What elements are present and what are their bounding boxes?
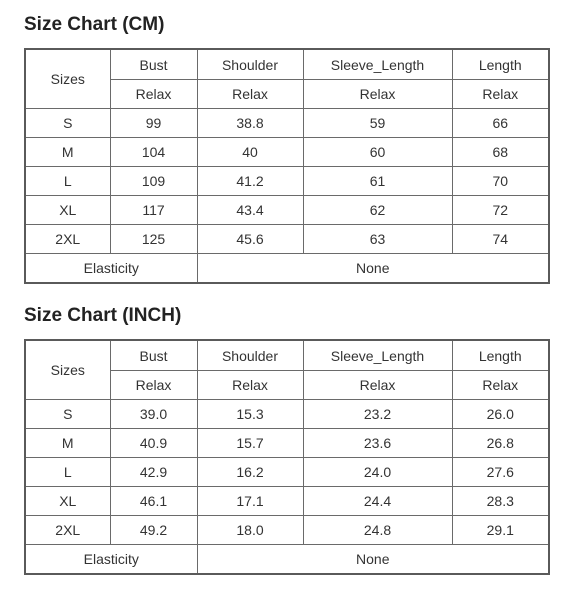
table-cell: 26.0 [452, 400, 549, 429]
table-cell: 66 [452, 109, 549, 138]
column-header-bust: Bust [110, 340, 197, 371]
table-cell: 117 [110, 196, 197, 225]
table-cell: 23.2 [303, 400, 452, 429]
subheader-cell: Relax [303, 80, 452, 109]
table-cell: 43.4 [197, 196, 303, 225]
subheader-cell: Relax [110, 371, 197, 400]
column-header-shoulder: Shoulder [197, 49, 303, 80]
table-cell: 40 [197, 138, 303, 167]
subheader-cell: Relax [303, 371, 452, 400]
table-cell: 45.6 [197, 225, 303, 254]
table-row [25, 109, 549, 138]
table-row [25, 400, 549, 429]
sizes-header: Sizes [25, 49, 110, 109]
table-cell: 24.4 [303, 487, 452, 516]
table-cell: 72 [452, 196, 549, 225]
table-cell: 61 [303, 167, 452, 196]
size-label: L [25, 458, 110, 487]
table-cell: 68 [452, 138, 549, 167]
table-cell: 23.6 [303, 429, 452, 458]
size-label: XL [25, 196, 110, 225]
table-cell: 46.1 [110, 487, 197, 516]
column-header-length: Length [452, 340, 549, 371]
size-label: 2XL [25, 516, 110, 545]
table-header-row [25, 340, 549, 371]
column-header-shoulder: Shoulder [197, 340, 303, 371]
sizes-header: Sizes [25, 340, 110, 400]
size-label: M [25, 138, 110, 167]
table-cell: 18.0 [197, 516, 303, 545]
size-label: XL [25, 487, 110, 516]
elasticity-row [25, 254, 549, 284]
table-cell: 63 [303, 225, 452, 254]
table-row [25, 225, 549, 254]
subheader-cell: Relax [197, 371, 303, 400]
table-cell: 99 [110, 109, 197, 138]
table-cell: 39.0 [110, 400, 197, 429]
elasticity-value: None [197, 254, 549, 284]
elasticity-label: Elasticity [25, 254, 197, 284]
size-label: L [25, 167, 110, 196]
table-cell: 24.0 [303, 458, 452, 487]
table-row [25, 487, 549, 516]
elasticity-value: None [197, 545, 549, 575]
column-header-bust: Bust [110, 49, 197, 80]
table-cell: 41.2 [197, 167, 303, 196]
size-chart-cm-title: Size Chart (CM) [24, 14, 165, 35]
table-cell: 27.6 [452, 458, 549, 487]
table-row [25, 458, 549, 487]
elasticity-label: Elasticity [25, 545, 197, 575]
subheader-cell: Relax [110, 80, 197, 109]
size-chart-inch-title: Size Chart (INCH) [24, 305, 182, 326]
table-header-row [25, 49, 549, 80]
table-cell: 16.2 [197, 458, 303, 487]
size-label: 2XL [25, 225, 110, 254]
table-cell: 49.2 [110, 516, 197, 545]
table-cell: 15.7 [197, 429, 303, 458]
table-cell: 24.8 [303, 516, 452, 545]
column-header-sleeve-length: Sleeve_Length [303, 340, 452, 371]
table-row [25, 167, 549, 196]
subheader-cell: Relax [452, 80, 549, 109]
table-cell: 40.9 [110, 429, 197, 458]
table-cell: 15.3 [197, 400, 303, 429]
table-cell: 70 [452, 167, 549, 196]
table-cell: 125 [110, 225, 197, 254]
column-header-length: Length [452, 49, 549, 80]
size-chart-cm-table [24, 48, 550, 284]
size-label: M [25, 429, 110, 458]
table-cell: 60 [303, 138, 452, 167]
size-label: S [25, 400, 110, 429]
table-row [25, 138, 549, 167]
table-cell: 104 [110, 138, 197, 167]
table-cell: 74 [452, 225, 549, 254]
table-row [25, 429, 549, 458]
table-cell: 59 [303, 109, 452, 138]
table-cell: 42.9 [110, 458, 197, 487]
column-header-sleeve-length: Sleeve_Length [303, 49, 452, 80]
table-cell: 26.8 [452, 429, 549, 458]
table-cell: 29.1 [452, 516, 549, 545]
table-cell: 38.8 [197, 109, 303, 138]
table-cell: 109 [110, 167, 197, 196]
elasticity-row [25, 545, 549, 575]
table-row [25, 196, 549, 225]
size-label: S [25, 109, 110, 138]
table-cell: 17.1 [197, 487, 303, 516]
size-chart-inch-table [24, 339, 550, 575]
table-cell: 28.3 [452, 487, 549, 516]
subheader-cell: Relax [452, 371, 549, 400]
subheader-cell: Relax [197, 80, 303, 109]
table-row [25, 516, 549, 545]
table-cell: 62 [303, 196, 452, 225]
